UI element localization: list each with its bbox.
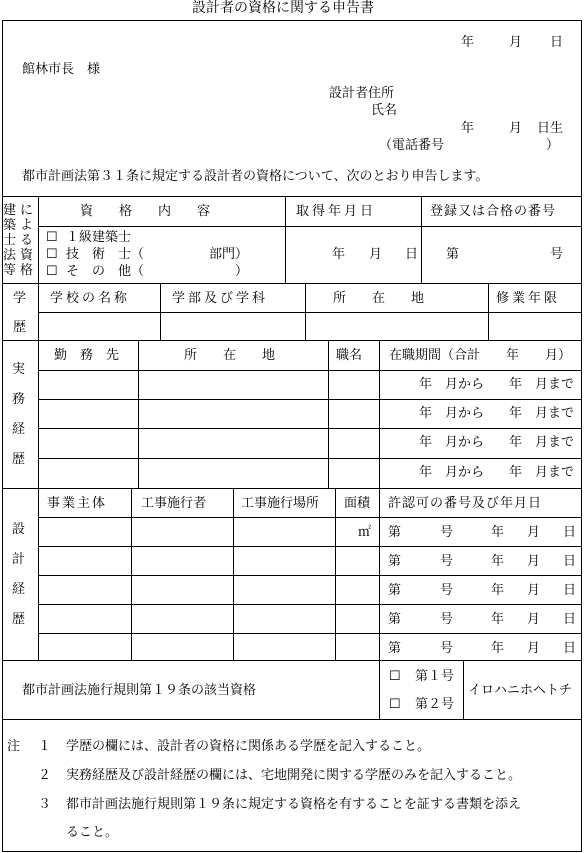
tenure-to: 年 月まで	[509, 377, 575, 392]
note-3-number: ３	[38, 797, 52, 812]
permit-go: 号	[440, 554, 454, 569]
permit-nen: 年	[491, 525, 505, 540]
work-side-label-4: 歴	[12, 452, 26, 467]
option-label: そ の 他（ ）	[66, 264, 249, 279]
birth-year-label: 年	[461, 121, 475, 136]
job-title-header: 職名	[336, 348, 363, 363]
designer-address-label: 設計者住所	[329, 86, 395, 101]
permit-tsuki: 月	[527, 525, 541, 540]
permit-go: 号	[440, 641, 454, 656]
birth-day-label: 日生	[537, 121, 564, 136]
permit-nen: 年	[491, 583, 505, 598]
qualification-number-header: 登録又は合格の番号	[430, 204, 557, 219]
registration-go-label: 号	[550, 247, 564, 262]
rule19-letters: イロハニホヘトチ	[468, 683, 573, 698]
qualification-content-header: 資 格 内 容	[80, 204, 211, 219]
education-location-header: 所 在 地	[333, 291, 425, 306]
option-label: 第１号	[415, 669, 455, 684]
education-side-label-2: 歴	[13, 320, 27, 335]
checkbox-icon[interactable]: ☐	[389, 697, 401, 712]
permit-nen: 年	[491, 612, 505, 627]
permit-go: 号	[440, 583, 454, 598]
study-years-header: 修業年限	[496, 291, 561, 306]
permit-go: 号	[440, 525, 454, 540]
construction-site-header: 工事施行場所	[241, 496, 320, 511]
option-label: １級建築士	[66, 230, 132, 245]
contractor-header: 工事施行者	[141, 496, 207, 511]
permit-header: 許認可の番号及び年月日	[388, 496, 543, 511]
tenure-to: 年 月まで	[509, 406, 575, 421]
note-3-text: 都市計画法施行規則第１９条に規定する資格を有することを証する書類を添え	[66, 797, 522, 812]
work-side-label-3: 経	[12, 422, 26, 437]
education-side-label: 学	[13, 291, 27, 306]
note-3-continuation: ること。	[66, 825, 119, 840]
permit-dai: 第	[388, 525, 402, 540]
work-side-label-2: 務	[12, 392, 26, 407]
tenure-from: 年 月から	[419, 377, 485, 392]
note-2-number: ２	[38, 768, 52, 783]
permit-dai: 第	[388, 612, 402, 627]
notes-label: 注	[7, 739, 21, 754]
permit-nen: 年	[491, 554, 505, 569]
project-owner-header: 事業主体	[47, 496, 108, 511]
permit-tsuki: 月	[527, 612, 541, 627]
designer-name-label: 氏名	[371, 103, 398, 118]
work-side-label: 実	[12, 362, 26, 377]
declaration-text: 都市計画法第３１条に規定する設計者の資格について、次のとおり申告します。	[22, 169, 489, 184]
note-1-number: １	[38, 739, 52, 754]
checkbox-icon[interactable]: ☐	[389, 669, 401, 684]
note-1-text: 学歴の欄には、設計者の資格に関係ある学歴を記入すること。	[66, 739, 431, 754]
tenure-header: 在職期間（合計 年 月）	[389, 348, 572, 363]
permit-hi: 日	[563, 583, 577, 598]
option-label: 第２号	[415, 697, 455, 712]
checkbox-icon[interactable]: ☐	[46, 247, 58, 262]
permit-dai: 第	[388, 641, 402, 656]
tenure-to: 年 月まで	[509, 435, 575, 450]
design-side-label-2: 計	[12, 552, 26, 567]
option-label: 技 術 士（ 部門）	[66, 247, 249, 262]
school-name-header: 学校の名称	[50, 291, 131, 306]
design-side-label: 設	[12, 522, 26, 537]
tenure-from: 年 月から	[419, 435, 485, 450]
checkbox-icon[interactable]: ☐	[46, 230, 58, 245]
qualification-month-label: 月	[369, 247, 383, 262]
permit-tsuki: 月	[527, 554, 541, 569]
permit-go: 号	[440, 612, 454, 627]
date-day-label: 日	[550, 35, 564, 50]
tenure-from: 年 月から	[419, 465, 485, 480]
note-2-text: 実務経歴及び設計経歴の欄には、宅地開発に関する学歴のみを記入すること。	[66, 768, 522, 783]
tenure-from: 年 月から	[419, 406, 485, 421]
qualification-date-header: 取得年月日	[296, 204, 377, 219]
permit-hi: 日	[563, 554, 577, 569]
checkbox-icon[interactable]: ☐	[46, 264, 58, 279]
permit-tsuki: 月	[527, 583, 541, 598]
page-title: 設計者の資格に関する申告書	[192, 0, 374, 16]
permit-dai: 第	[388, 583, 402, 598]
area-unit: ㎡	[358, 525, 372, 540]
area-header: 面積	[344, 496, 371, 511]
addressee: 館林市長 様	[22, 62, 101, 77]
phone-close: ）	[546, 138, 560, 153]
design-side-label-4: 歴	[12, 612, 26, 627]
faculty-header: 学部及び学科	[172, 291, 269, 306]
qualification-day-label: 日	[405, 247, 419, 262]
date-month-label: 月	[509, 35, 523, 50]
permit-tsuki: 月	[527, 641, 541, 656]
employer-header: 勤 務 先	[54, 348, 120, 363]
birth-month-label: 月	[509, 121, 523, 136]
permit-dai: 第	[388, 554, 402, 569]
permit-hi: 日	[563, 525, 577, 540]
rule19-label: 都市計画法施行規則第１９条の該当資格	[22, 683, 257, 698]
work-location-header: 所 在 地	[184, 348, 276, 363]
qualification-year-label: 年	[332, 247, 346, 262]
permit-hi: 日	[563, 641, 577, 656]
permit-hi: 日	[563, 612, 577, 627]
permit-nen: 年	[491, 641, 505, 656]
design-side-label-3: 経	[12, 582, 26, 597]
registration-dai-label: 第	[446, 247, 460, 262]
phone-label: （電話番号	[379, 138, 445, 153]
date-year-label: 年	[461, 35, 475, 50]
tenure-to: 年 月まで	[509, 465, 575, 480]
